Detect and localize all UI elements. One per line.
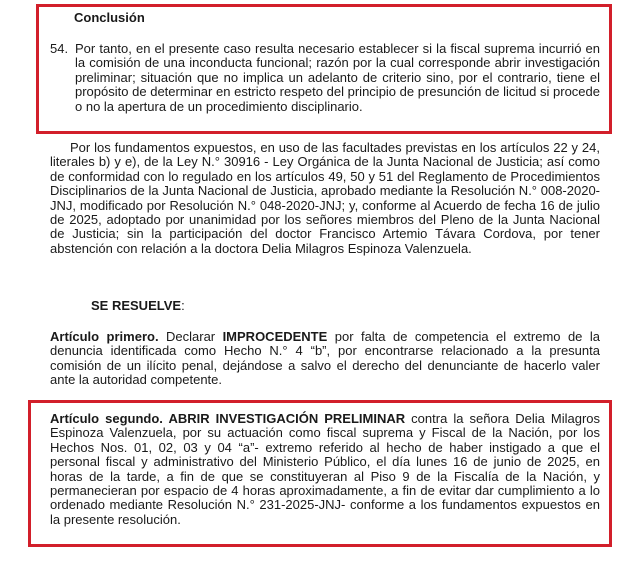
se-resuelve-label: SE RESUELVE (91, 298, 182, 313)
articulo-primero-label: Artículo primero. (50, 329, 159, 344)
fundamentos-text: Por los fundamentos expuestos, en uso de las facultades previstas en los artículos 22 y 24, literales b) y e), de la Ley N.° 30916 - Ley Orgánica de la Junta Nacional de Justicia; así como de conformidad con lo regulado en los artículos 49, 50 y 51 del Reglamento de Procedimientos Disciplinarios de la Junta Nacional de Justicia, aprobado mediante la Resolución N.° 008-2020-JNJ, modificado por Resolución N.° 048-2020-JNJ; y, conforme al Acuerdo de fecha 16 de julio de 2025, adoptado por unanimidad por los señores miembros del Pleno de la Junta Nacional de Justicia; sin la participación del doctor Francisco Artemio Távara Cordova, por tener abstención con relación a la doctora Delia Milagros Espinoza Valenzuela. (50, 140, 600, 256)
se-resuelve-colon: : (181, 298, 185, 313)
conclusion-text: Por tanto, en el presente caso resulta necesario establecer si la fiscal suprema incurrió en la comisión de una inconducta funcional; razón por la cual corresponde abrir investigación preliminar; situación que no implica un adelanto de criterio sino, por el contrario, tiene el propósito de determinar en estricto respeto del principio de presunción de licitud si procede o no la apertura de un procedimiento disciplinario. (75, 41, 600, 114)
fundamentos-paragraph (50, 141, 600, 256)
conclusion-title: Conclusión (74, 10, 145, 25)
articulo-segundo-strong: ABRIR INVESTIGACIÓN PRELIMINAR (162, 411, 406, 426)
paragraph-number: 54. (50, 41, 69, 56)
articulo-primero-pre: Declarar (158, 329, 223, 344)
articulo-primero-paragraph (50, 330, 600, 388)
articulo-primero-text: por falta de competencia el extremo de la denuncia identificada como Hecho N.° 4 “b”, por encontrarse relacionado a la presunta comisión de un ilícito penal, dejándose a salvo el derecho del denunciante de hacerlo valer ante la autoridad competente. (50, 329, 600, 388)
articulo-segundo-paragraph (50, 412, 600, 527)
articulo-segundo-text: contra la señora Delia Milagros Espinoza Valenzuela, por su actuación como fiscal suprema y Fiscal de la Nación, por los Hechos Nos. 01, 02, 03 y 04 “a”- extremo referido al hecho de haber instigado a que el personal fiscal y administrativo del Ministerio Público, el día lunes 16 de junio de 2025, en horas de la tarde, a fin de que se constituyeran al Piso 9 de la Fiscalía de la Nación, y permanecieran por espacio de 4 horas aproximadamente, a fin de evitar dar cumplimiento a lo ordenado mediante Resolución N.° 231-2025-JNJ- conforme a los fundamentos expuestos en la presente resolución. (50, 411, 601, 527)
se-resuelve-heading (91, 299, 185, 313)
articulo-segundo-label: Artículo segundo. (50, 411, 163, 426)
articulo-primero-strong: IMPROCEDENTE (222, 329, 328, 344)
conclusion-paragraph (50, 42, 600, 114)
